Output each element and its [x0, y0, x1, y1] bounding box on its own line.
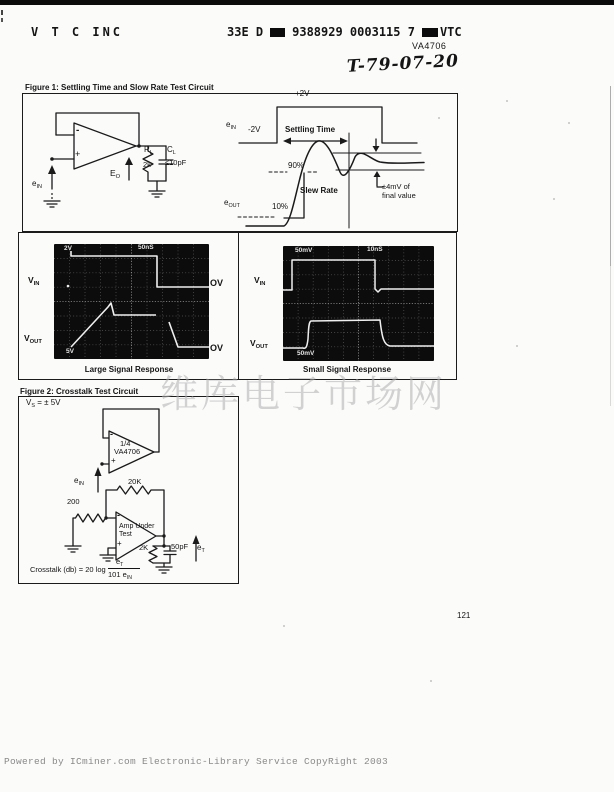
ten-pct-label: 10%	[272, 202, 289, 211]
rl-label	[144, 146, 153, 156]
company-name: V T C INC	[31, 25, 124, 39]
slew-rate-label: Slew Rate	[300, 186, 338, 195]
label-sub: O	[115, 174, 121, 180]
label-main: V	[250, 338, 256, 348]
amp1-name-line2: VA4706	[114, 447, 141, 456]
figure2-box	[18, 396, 239, 584]
small-signal-scope-photo	[283, 246, 434, 361]
large-vout-label	[24, 334, 42, 346]
et-label	[197, 544, 205, 554]
wire-dot	[51, 197, 53, 199]
barcode-block-icon	[422, 28, 438, 37]
large-signal-caption: Large Signal Response	[84, 365, 174, 374]
brand-mark: VTC	[439, 25, 462, 39]
opamp-plus-sign: +	[75, 149, 81, 159]
ground-symbol	[149, 181, 165, 197]
tolerance-label-line2: final value	[382, 191, 416, 200]
watermark-text: 维库电子市场网	[160, 372, 448, 416]
barcode-block-icon	[270, 28, 285, 37]
label-sub: OUT	[29, 339, 42, 345]
ground-symbol	[44, 201, 60, 207]
waveform-eout-label	[224, 199, 240, 209]
page-number: 121	[457, 611, 471, 620]
label-sub: IN	[78, 481, 84, 487]
figure1-box	[22, 93, 458, 232]
label-sub: L	[172, 150, 176, 156]
amp1-minus-sign: -	[110, 429, 113, 439]
zero-volt-label-top: OV	[210, 278, 224, 288]
label-den-prefix: 101	[108, 570, 123, 579]
figure1-title: Figure 1: Settling Time and Slow Rate Test Circuit	[25, 83, 214, 92]
crosstalk-formula-denominator	[108, 571, 132, 581]
label-main: R	[144, 145, 150, 154]
handwritten-note: T-79-07-20	[346, 51, 460, 77]
label-sub: S	[31, 403, 35, 409]
c-load-value: 50pF	[171, 542, 189, 551]
scan-artifact	[1, 18, 3, 22]
label-rest: = ± 5V	[34, 398, 61, 407]
footer-credit: Powered by ICminer.com Electronic-Library Service CopyRight 2003	[4, 756, 389, 767]
crosstalk-formula-prefix: Crosstalk (db) = 20 log	[30, 565, 106, 574]
label-main: V	[28, 275, 34, 285]
large-vin-label	[28, 276, 39, 288]
wire-dot	[51, 193, 53, 195]
node-dot	[162, 534, 165, 537]
arrowhead-down	[373, 146, 380, 152]
label-sub: IN	[33, 281, 40, 287]
doc-code-left: 33E D	[227, 25, 264, 39]
trace-marker-dot	[67, 285, 70, 288]
label-main: e	[32, 179, 37, 188]
formula-fraction-bar	[108, 568, 140, 569]
vin-square-trace	[71, 251, 209, 287]
ground-symbol	[65, 546, 81, 552]
amp2-output-wire	[156, 536, 164, 546]
scan-artifact	[610, 266, 611, 406]
cl-value: ≤10pF	[165, 158, 187, 167]
scope-vdiv-label: 2V	[64, 245, 72, 252]
scope-panel-box	[18, 232, 457, 380]
amp2-name-line1: Amp Under	[119, 523, 155, 530]
ninety-pct-label: 90%	[288, 161, 305, 170]
arrowhead-right	[340, 138, 348, 145]
vout-fall-trace	[169, 322, 209, 347]
label-main: e	[224, 198, 229, 207]
rl-value: 2k	[143, 160, 151, 169]
scan-noise	[553, 198, 555, 200]
label-sub: T	[201, 548, 205, 554]
node-dot	[137, 144, 141, 148]
scan-noise	[568, 122, 570, 124]
slew-reference	[284, 173, 304, 218]
eo-label	[110, 169, 120, 181]
amp1-plus-sign: +	[111, 456, 116, 465]
supply-voltage-label	[26, 399, 61, 409]
label-sub: L	[149, 150, 153, 156]
feedback-wire	[56, 113, 139, 146]
small-signal-caption: Small Signal Response	[302, 365, 392, 374]
settling-time-label: Settling Time	[285, 125, 336, 134]
scope-grid-center	[54, 244, 209, 359]
small-vin-label	[254, 276, 265, 288]
part-number: VA4706	[412, 41, 447, 51]
node-dot	[104, 516, 107, 519]
label-sub: IN	[126, 575, 132, 581]
scope-vdiv-label: 50mV	[295, 247, 313, 254]
label-main: e	[122, 570, 127, 579]
doc-code-line	[227, 25, 462, 39]
ground-symbol	[100, 555, 116, 561]
zero-volt-label-bottom: OV	[210, 343, 224, 353]
label-main: e	[226, 120, 231, 129]
label-main: C	[167, 145, 173, 154]
vout-slew-trace	[71, 303, 156, 347]
label-main: E	[110, 168, 116, 178]
r-load-2k	[149, 546, 157, 563]
arrowhead-up	[125, 157, 133, 165]
amp2-minus-sign: -	[117, 510, 120, 520]
label-main: V	[24, 333, 30, 343]
vin-square-trace	[283, 260, 434, 292]
scan-artifact	[1, 10, 3, 15]
arrowhead-up	[374, 171, 381, 177]
small-signal-traces	[283, 246, 434, 361]
amp1-name-line1: 1/4	[120, 439, 131, 448]
label-main: V	[254, 275, 260, 285]
label-sub: OUT	[255, 344, 268, 350]
arrowhead-up	[95, 467, 102, 476]
waveform-ein-label	[226, 121, 236, 131]
amp2-plus-wire	[108, 548, 116, 555]
label-sub: OUT	[228, 203, 240, 209]
amp2-name-line2: Test	[119, 531, 132, 538]
high-level-label: +2V	[295, 89, 310, 98]
r-source-value: 200	[67, 497, 80, 506]
crosstalk-formula-numerator	[116, 558, 123, 568]
label-main: V	[26, 398, 32, 407]
label-sub: IN	[230, 125, 236, 131]
ein-label	[74, 477, 84, 487]
scan-top-bar	[0, 0, 614, 5]
label-main: e	[116, 557, 121, 566]
low-level-label: -2V	[248, 125, 261, 134]
figure1-drawing	[23, 94, 457, 231]
scan-noise	[506, 100, 508, 102]
scope-vdiv2-label: 5V	[66, 348, 74, 355]
scope-vdiv2-label: 50mV	[297, 350, 315, 357]
scope-tdiv-label: 50nS	[138, 244, 154, 251]
figure2-drawing	[19, 397, 238, 583]
doc-code-number: 9388929 0003115 7	[292, 25, 415, 39]
figure2-title: Figure 2: Crosstalk Test Circuit	[20, 387, 139, 396]
large-signal-scope-photo	[54, 244, 209, 359]
label-sub: T	[120, 562, 124, 568]
node-dot	[100, 462, 103, 465]
label-sub: IN	[259, 281, 266, 287]
r-source-200	[73, 514, 116, 546]
arrowhead-up	[48, 165, 56, 174]
ground-symbol	[156, 563, 172, 573]
r-feedback-value: 20K	[128, 477, 142, 486]
scope-panel-divider	[238, 233, 239, 379]
scope-grid-center	[283, 246, 434, 361]
scan-noise	[430, 680, 432, 682]
scan-noise	[516, 345, 518, 347]
opamp-minus-sign: -	[76, 125, 80, 136]
scan-artifact	[610, 86, 611, 266]
scope-tdiv-label: 10nS	[367, 246, 383, 253]
arrowhead-left	[283, 138, 291, 145]
tolerance-label-line1: ±4mV of	[382, 182, 410, 191]
label-main: e	[74, 476, 79, 485]
scan-noise	[283, 625, 285, 627]
ein-label	[32, 180, 42, 190]
r-load-value: 2K	[139, 543, 149, 552]
node-dot	[50, 157, 54, 161]
node-dot	[162, 544, 165, 547]
small-vout-label	[250, 339, 268, 351]
large-signal-traces	[54, 244, 209, 359]
label-sub: IN	[36, 184, 42, 190]
label-main: e	[197, 543, 202, 552]
cl-label	[167, 146, 176, 156]
amp2-plus-sign: +	[117, 539, 122, 548]
